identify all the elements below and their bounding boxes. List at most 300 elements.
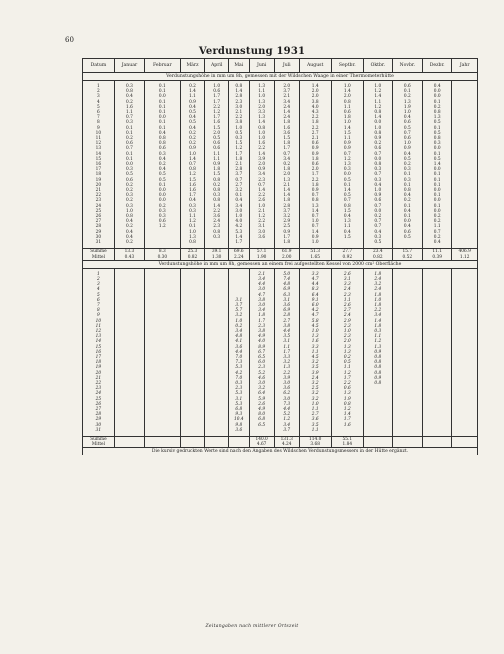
value-cell: 0.8 (363, 355, 392, 360)
date-cell: 30 (83, 235, 115, 240)
value-cell: 6.5 (249, 355, 274, 360)
value-cell: 0.0 (423, 94, 452, 99)
column-header: Jahr (452, 59, 478, 73)
value-cell: 4.4 (299, 282, 331, 287)
value-cell: 1.8 (274, 120, 299, 125)
value-cell: 0.6 (299, 162, 331, 167)
value-cell: 0.0 (145, 115, 181, 120)
value-cell: 0.8 (205, 188, 229, 193)
value-cell: 0.9 (363, 350, 392, 355)
value-cell: 0.5 (423, 157, 452, 162)
value-cell: 1.3 (331, 162, 363, 167)
value-cell: 1.7 (274, 350, 299, 355)
value-cell: 0.8 (363, 360, 392, 365)
date-cell: 8 (83, 308, 115, 313)
value-cell: 3.4 (249, 172, 274, 177)
value-cell: 0.8 (145, 141, 181, 146)
value-cell: 1.2 (331, 407, 363, 412)
value-cell: 4.2 (228, 371, 249, 376)
value-cell: 6.2 (274, 391, 299, 396)
value-cell: 4.5 (299, 324, 331, 329)
value-cell: 0.1 (392, 214, 422, 219)
date-cell: 30 (83, 423, 115, 428)
footnote-row (83, 448, 478, 456)
value-cell: 2.3 (331, 334, 363, 339)
date-cell: 10 (83, 319, 115, 324)
date-cell: 19 (83, 178, 115, 183)
value-cell: 1.4 (205, 204, 229, 209)
value-cell: 2.2 (363, 308, 392, 313)
value-cell: 0.0 (363, 157, 392, 162)
value-cell: 2.1 (274, 94, 299, 99)
value-cell: 0.0 (423, 209, 452, 214)
value-cell: 0.2 (331, 355, 363, 360)
value-cell: 55.1 (331, 437, 363, 443)
value-cell: 0.82 (180, 255, 205, 261)
value-cell: 0.8 (205, 230, 229, 235)
date-cell: 31 (83, 240, 115, 245)
value-cell: 5.3 (228, 230, 249, 235)
date-cell: 23 (83, 198, 115, 203)
value-cell: 3.7 (274, 89, 299, 94)
value-cell: 2.1 (299, 136, 331, 141)
value-cell: 0.3 (180, 204, 205, 209)
value-cell: 3.5 (274, 334, 299, 339)
date-cell: 25 (83, 397, 115, 402)
value-cell: 1.0 (363, 84, 392, 89)
value-cell: 57.1 (249, 249, 274, 255)
date-cell: 12 (83, 329, 115, 334)
value-cell: 0.4 (114, 94, 144, 99)
value-cell: 1.4 (299, 84, 331, 89)
value-cell: 0.9 (331, 146, 363, 151)
value-cell: 4.8 (274, 282, 299, 287)
value-cell: 3.4 (249, 308, 274, 313)
value-cell: 6.5 (249, 423, 274, 428)
value-cell: 2.0 (331, 94, 363, 99)
value-cell: 2.6 (331, 303, 363, 308)
value-cell: 0.7 (331, 198, 363, 203)
value-cell: 2.3 (228, 386, 249, 391)
value-cell: 3.7 (274, 209, 299, 214)
value-cell: 0.0 (423, 198, 452, 203)
value-cell: 4.4 (274, 407, 299, 412)
value-cell: 1.1 (299, 350, 331, 355)
value-cell: 1.6 (180, 188, 205, 193)
value-cell: 7.3 (228, 360, 249, 365)
value-cell: 1.8 (299, 157, 331, 162)
date-cell: 4 (83, 287, 115, 292)
value-cell: 1.1 (274, 345, 299, 350)
value-cell: 2.1 (228, 162, 249, 167)
column-header: Juni (249, 59, 274, 73)
value-cell: 6.0 (299, 303, 331, 308)
value-cell: 1.2 (331, 371, 363, 376)
value-cell: 2.2 (205, 105, 229, 110)
value-cell: 3.7 (274, 428, 299, 433)
value-cell: 0.1 (114, 126, 144, 131)
value-cell: 4.4 (274, 329, 299, 334)
page-title: Verdunstung 1931 (198, 46, 306, 57)
value-cell: 0.8 (114, 89, 144, 94)
value-cell: 0.8 (249, 126, 274, 131)
value-cell: 2.7 (274, 319, 299, 324)
value-cell: 0.1 (145, 110, 181, 115)
value-cell: 0.0 (423, 188, 452, 193)
value-cell: 0.0 (145, 198, 181, 203)
value-cell: 0.1 (145, 100, 181, 105)
value-cell: 2.1 (249, 272, 274, 277)
value-cell: 0.8 (363, 131, 392, 136)
value-cell: 1.0 (205, 84, 229, 89)
value-cell: 1.5 (331, 131, 363, 136)
value-cell: 0.5 (423, 120, 452, 125)
value-cell: 2.0 (205, 131, 229, 136)
value-cell: 0.3 (180, 209, 205, 214)
value-cell: 1.6 (249, 141, 274, 146)
value-cell: 2.4 (274, 115, 299, 120)
value-cell: 0.8 (331, 100, 363, 105)
value-cell: 2.4 (363, 287, 392, 292)
value-cell: 2.0 (274, 84, 299, 89)
value-cell: 2.3 (249, 178, 274, 183)
value-cell: 0.0 (363, 120, 392, 125)
value-cell: 0.3 (114, 84, 144, 89)
date-cell: 7 (83, 115, 115, 120)
date-cell: 13 (83, 146, 115, 151)
value-cell: 0.4 (392, 115, 422, 120)
date-cell: 17 (83, 355, 115, 360)
value-cell: 1.7 (274, 146, 299, 151)
date-cell: 10 (83, 131, 115, 136)
value-cell: 0.2 (392, 198, 422, 203)
value-cell: 3.0 (249, 230, 274, 235)
value-cell: 1.8 (299, 120, 331, 125)
value-cell: 0.4 (114, 219, 144, 224)
value-cell: 0.52 (392, 255, 422, 261)
value-cell: 0.4 (392, 152, 422, 157)
value-cell: 0.8 (423, 110, 452, 115)
value-cell: 0.5 (392, 126, 422, 131)
section-title: Verdunstungshöhe in mm um 8h, gemessen mit der Wildschen Waage in einer Thermometerhütte (83, 73, 478, 81)
value-cell: 3.6 (205, 214, 229, 219)
value-cell: 0.7 (299, 214, 331, 219)
value-cell: 0.7 (363, 224, 392, 229)
value-cell: 0.4 (145, 167, 181, 172)
value-cell: 1.8 (274, 141, 299, 146)
value-cell: 1.9 (392, 105, 422, 110)
value-cell: 0.1 (392, 172, 422, 177)
column-header: Oktbr. (363, 59, 392, 73)
date-cell: 7 (83, 303, 115, 308)
value-cell: 3.1 (228, 298, 249, 303)
value-cell: 1.4 (228, 235, 249, 240)
value-cell: 0.6 (392, 120, 422, 125)
value-cell: 0.8 (363, 381, 392, 386)
evaporation-table (82, 58, 478, 455)
date-cell: 6 (83, 298, 115, 303)
value-cell: 1.7 (274, 235, 299, 240)
value-cell: 0.0 (423, 167, 452, 172)
value-cell: 8.3 (145, 249, 181, 255)
value-cell: 27.7 (331, 249, 363, 255)
date-cell: 21 (83, 188, 115, 193)
value-cell: 1.0 (228, 214, 249, 219)
value-cell: 1.8 (363, 272, 392, 277)
column-header: Februar (145, 59, 181, 73)
value-cell: 3.1 (331, 277, 363, 282)
value-cell: 0.1 (392, 204, 422, 209)
value-cell: 1.1 (331, 298, 363, 303)
value-cell: 0.5 (145, 172, 181, 177)
value-cell: 1.0 (363, 126, 392, 131)
value-cell: 3.3 (274, 355, 299, 360)
value-cell: 0.1 (423, 172, 452, 177)
date-cell: 31 (83, 428, 115, 433)
value-cell: 1.2 (331, 157, 363, 162)
date-cell: 25 (83, 209, 115, 214)
value-cell: 2.8 (228, 167, 249, 172)
date-cell: 29 (83, 230, 115, 235)
value-cell: 1.84 (331, 442, 363, 448)
value-cell: 0.8 (331, 402, 363, 407)
value-cell: 3.4 (363, 313, 392, 318)
value-cell: 5.3 (228, 402, 249, 407)
value-cell: 1.7 (331, 417, 363, 422)
value-cell: 2.1 (249, 209, 274, 214)
value-cell: 0.7 (299, 193, 331, 198)
value-cell: 1.6 (114, 105, 144, 110)
value-cell: 2.4 (274, 105, 299, 110)
value-cell: 9.8 (228, 423, 249, 428)
value-cell: 2.2 (249, 219, 274, 224)
value-cell: 2.3 (249, 365, 274, 370)
value-cell: 0.6 (205, 141, 229, 146)
value-cell: 0.1 (145, 120, 181, 125)
value-cell: 5.2 (249, 371, 274, 376)
value-cell: 0.2 (423, 105, 452, 110)
value-cell: 3.0 (228, 105, 249, 110)
date-cell: 9 (83, 126, 115, 131)
value-cell: 3.0 (274, 381, 299, 386)
value-cell: 3.1 (249, 224, 274, 229)
value-cell: 0.9 (180, 146, 205, 151)
value-cell: 0.1 (423, 126, 452, 131)
date-cell: 26 (83, 214, 115, 219)
value-cell: 1.5 (228, 141, 249, 146)
value-cell: 15.7 (392, 249, 422, 255)
value-cell: 3.9 (249, 157, 274, 162)
value-cell: 25.3 (180, 249, 205, 255)
value-cell: 5.2 (274, 412, 299, 417)
value-cell: 3.4 (228, 204, 249, 209)
value-cell: 1.1 (299, 428, 331, 433)
date-cell: 14 (83, 339, 115, 344)
value-cell: 0.6 (363, 198, 392, 203)
value-cell: 3.0 (249, 381, 274, 386)
value-cell: 2.2 (205, 209, 229, 214)
date-cell: 24 (83, 204, 115, 209)
value-cell: 1.2 (145, 224, 181, 229)
date-cell: 1 (83, 84, 115, 89)
date-cell: 29 (83, 417, 115, 422)
value-cell: 8.3 (299, 287, 331, 292)
value-cell: 1.4 (249, 188, 274, 193)
value-cell: 4.4 (249, 282, 274, 287)
value-cell: 2.00 (274, 255, 299, 261)
value-cell: 0.3 (145, 152, 181, 157)
value-cell: 69.6 (228, 249, 249, 255)
value-cell: 0.8 (180, 167, 205, 172)
column-header: Datum (83, 59, 115, 73)
value-cell: 0.5 (331, 193, 363, 198)
value-cell: 4.67 (249, 442, 274, 448)
value-cell: 0.4 (180, 126, 205, 131)
date-cell: 18 (83, 172, 115, 177)
date-cell: 24 (83, 391, 115, 396)
date-cell: 26 (83, 402, 115, 407)
value-cell: 0.4 (180, 198, 205, 203)
value-cell: 1.0 (299, 240, 331, 245)
column-header: Januar (114, 59, 144, 73)
value-cell: 3.4 (274, 157, 299, 162)
value-cell: 0.4 (180, 105, 205, 110)
value-cell: 0.2 (180, 141, 205, 146)
value-cell: 0.3 (114, 167, 144, 172)
value-cell: 0.6 (145, 146, 181, 151)
value-cell: 1.1 (180, 94, 205, 99)
value-cell: 0.1 (423, 204, 452, 209)
value-cell: 0.7 (114, 115, 144, 120)
value-cell: 0.7 (363, 219, 392, 224)
value-cell: 0.8 (423, 136, 452, 141)
value-cell: 1.7 (299, 172, 331, 177)
value-cell: 2.3 (331, 324, 363, 329)
value-cell: 3.4 (228, 329, 249, 334)
value-cell: 0.3 (363, 167, 392, 172)
value-cell: 0.3 (363, 178, 392, 183)
value-cell: 0.9 (205, 162, 229, 167)
value-cell: 1.1 (205, 157, 229, 162)
value-cell: 1.1 (299, 407, 331, 412)
value-cell: 1.4 (331, 126, 363, 131)
value-cell: 0.8 (331, 204, 363, 209)
value-cell: 1.3 (392, 100, 422, 105)
value-cell: 0.2 (363, 141, 392, 146)
value-cell: 3.9 (299, 371, 331, 376)
date-cell: 16 (83, 162, 115, 167)
value-cell: 1.4 (180, 89, 205, 94)
value-cell: 7.0 (228, 355, 249, 360)
value-cell: 2.5 (299, 386, 331, 391)
value-cell: 0.5 (205, 136, 229, 141)
column-header: Dezbr. (423, 59, 452, 73)
value-cell: 9.1 (299, 298, 331, 303)
value-cell: 23.4 (363, 249, 392, 255)
value-cell: 2.1 (274, 183, 299, 188)
value-cell: 1.8 (331, 115, 363, 120)
value-cell: 0.3 (205, 193, 229, 198)
value-cell: 0.6 (392, 136, 422, 141)
value-cell: 0.3 (392, 167, 422, 172)
value-cell: 0.1 (114, 131, 144, 136)
value-cell: 2.4 (363, 277, 392, 282)
value-cell: 3.2 (363, 282, 392, 287)
value-cell: 1.6 (274, 126, 299, 131)
value-cell: 3.5 (299, 423, 331, 428)
value-cell: 3.2 (299, 381, 331, 386)
value-cell: 0.2 (274, 162, 299, 167)
value-cell: 1.6 (331, 423, 363, 428)
value-cell: 1.3 (249, 115, 274, 120)
value-cell: 0.6 (114, 178, 144, 183)
value-cell: 0.8 (228, 84, 249, 89)
value-cell: 2.24 (228, 255, 249, 261)
value-cell: 5.3 (228, 365, 249, 370)
value-cell: 3.6 (249, 235, 274, 240)
value-cell: 1.0 (392, 141, 422, 146)
value-cell: 1.8 (228, 157, 249, 162)
value-cell: 2.9 (274, 219, 299, 224)
date-cell: 23 (83, 386, 115, 391)
value-cell: 5.0 (274, 272, 299, 277)
value-cell: 0.4 (145, 131, 181, 136)
value-cell: 0.7 (274, 152, 299, 157)
value-cell: 3.6 (274, 303, 299, 308)
value-cell: 1.4 (249, 120, 274, 125)
value-cell: 3.2 (299, 391, 331, 396)
value-cell: 0.7 (180, 162, 205, 167)
value-cell: 0.8 (363, 365, 392, 370)
value-cell: 0.7 (114, 146, 144, 151)
value-cell: 1.1 (205, 152, 229, 157)
date-cell: 2 (83, 89, 115, 94)
value-cell: 1.8 (274, 240, 299, 245)
value-cell: 0.1 (145, 105, 181, 110)
value-cell: 0.5 (331, 360, 363, 365)
value-cell: 1.5 (274, 136, 299, 141)
value-cell: 0.1 (145, 84, 181, 89)
value-cell: 1.0 (228, 126, 249, 131)
value-cell: 0.4 (392, 224, 422, 229)
value-cell: 406.9 (452, 249, 478, 255)
value-cell: 0.8 (363, 162, 392, 167)
value-cell: 3.9 (274, 376, 299, 381)
value-cell: 0.8 (145, 136, 181, 141)
value-cell: 0.4 (114, 230, 144, 235)
value-cell: 3.2 (299, 360, 331, 365)
value-cell: 1.4 (363, 115, 392, 120)
value-cell: 9.3 (228, 412, 249, 417)
value-cell: 2.2 (249, 193, 274, 198)
value-cell: 1.12 (452, 255, 478, 261)
value-cell: 0.0 (145, 188, 181, 193)
value-cell: 1.0 (180, 230, 205, 235)
value-cell: 0.2 (114, 198, 144, 203)
value-cell: 0.8 (205, 198, 229, 203)
value-cell: 0.82 (363, 255, 392, 261)
value-cell: 1.5 (331, 209, 363, 214)
value-cell: 1.8 (363, 324, 392, 329)
value-cell: 1.0 (331, 120, 363, 125)
value-cell: 6.7 (249, 350, 274, 355)
value-cell: 0.7 (363, 152, 392, 157)
value-cell: 0.3 (228, 136, 249, 141)
value-cell: 1.5 (205, 126, 229, 131)
value-cell: 0.9 (274, 230, 299, 235)
value-cell: 1.8 (274, 198, 299, 203)
value-cell: 1.3 (331, 345, 363, 350)
